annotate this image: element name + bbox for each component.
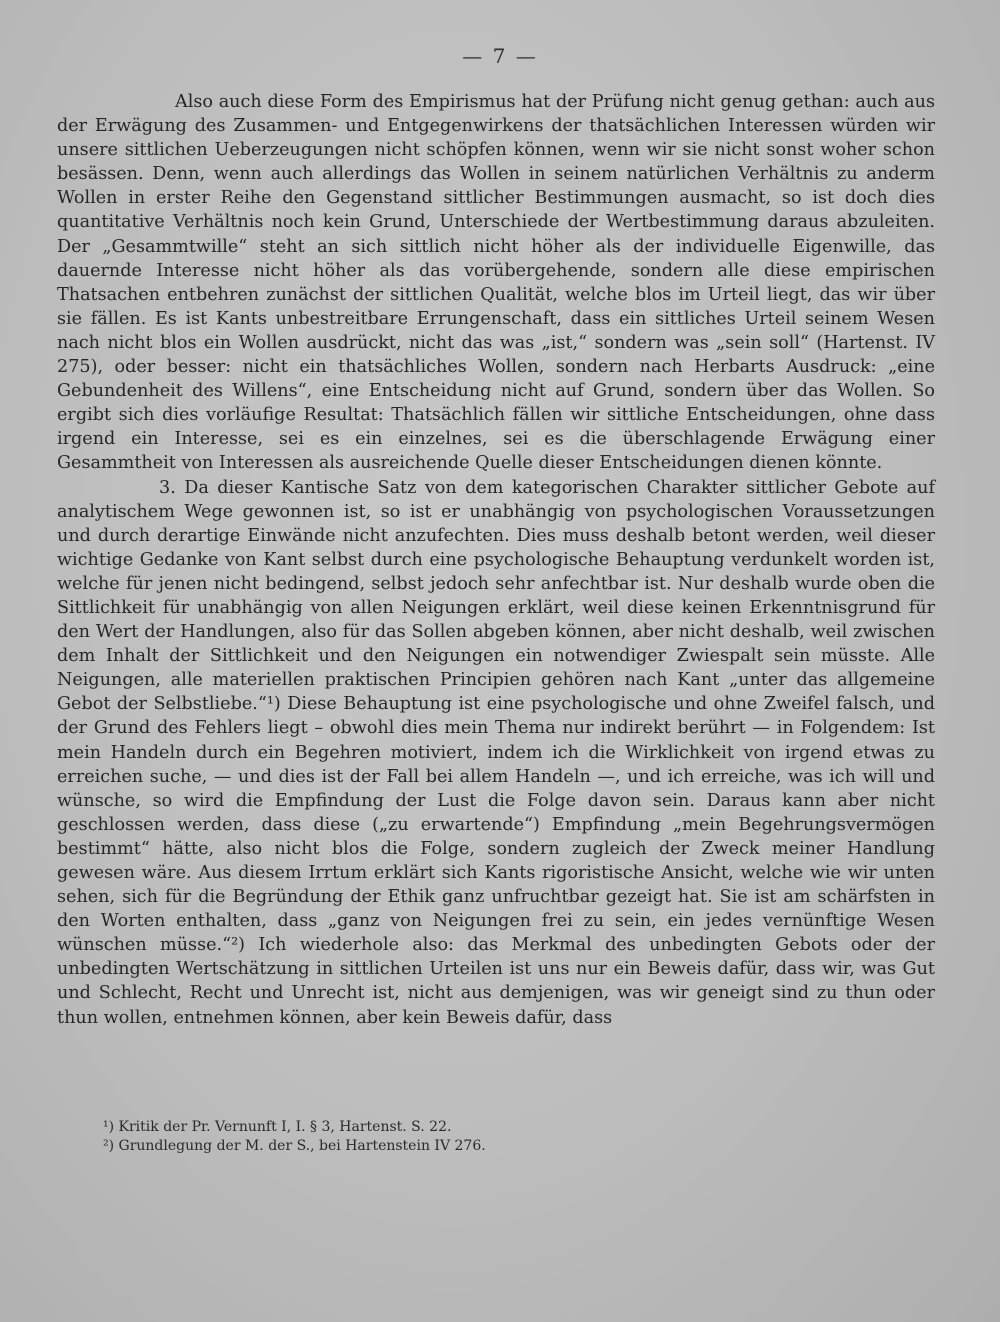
footnote-2: ²) Grundlegung der M. der S., bei Hartenstein IV 276. xyxy=(103,1138,486,1154)
paragraph-2: 3. Da dieser Kantische Satz von dem kategorischen Charakter sittlicher Gebote auf analytischem Wege gewonnen ist, so ist er unabhängig von psychologischen Voraussetzungen und durch derartige Einwände nicht anzufechten. Dies muss deshalb betont werden, weil dieser wichtige Gedanke von Kant selbst durch eine psychologische Behauptung verdunkelt worden ist, welche für jenen nicht bedingend, selbst jedoch sehr anfechtbar ist. Nur deshalb wurde oben die Sittlichkeit für unabhängig von allen Neigungen erklärt, weil diese keinen Erkenntnisgrund für den Wert der Handlungen, also für das Sollen abgeben können, aber nicht deshalb, weil zwischen dem Inhalt der Sittlichkeit und den Neigungen ein notwendiger Zwiespalt sein müsste. Alle Neigungen, alle materiellen praktischen Principien gehören nach Kant „unter das allgemeine Gebot der Selbstliebe.“¹) Diese Behauptung ist eine psychologische und ohne Zweifel falsch, und der Grund des Fehlers liegt – obwohl dies mein Thema nur indirekt berührt — in Folgendem: Ist mein Handeln durch ein Begehren motiviert, indem ich die Wirklichkeit von irgend etwas zu erreichen suche, — und dies ist der Fall bei allem Handeln —, und ich erreiche, was ich will und wünsche, so wird die Empfindung der Lust die Folge davon sein. Daraus kann aber nicht geschlossen werden, dass diese („zu erwartende“) Empfindung „mein Begehrungsvermögen bestimmt“ hätte, also nicht blos die Folge, sondern zugleich der Zweck meiner Handlung gewesen wäre. Aus diesem Irrtum erklärt sich Kants rigoristische Ansicht, welche wie wir unten sehen, sich für die Begründung der Ethik ganz unfruchtbar gezeigt hat. Sie ist am schärfsten in den Worten enthalten, dass „ganz von Neigungen frei zu sein, ein jedes vernünftige Wesen wünschen müsse.“²) Ich wiederhole also: das Merkmal des unbedingten Gebots oder der unbedingten Wertschätzung in sittlichen Urteilen ist uns nur ein Beweis dafür, dass wir, was Gut und Schlecht, Recht und Unrecht ist, nicht aus demjenigen, was wir geneigt sind zu thun oder thun wollen, entnehmen können, aber kein Beweis dafür, dass xyxy=(57,477,935,1028)
paragraph-1: Also auch diese Form des Empirismus hat der Prüfung nicht genug gethan: auch aus der Erwägung des Zusammen- und Entgegenwirkens der thatsächlichen Interessen würden wir unsere sittlichen Ueberzeugungen nicht schöpfen können, wenn wir sie nicht sonst woher schon besässen. Denn, wenn auch allerdings das Wollen in seinem natürlichen Verhältnis zu anderm Wollen in erster Reihe den Gegenstand sittlicher Bestimmungen ausmacht, so ist doch dies quantitative Verhältnis noch kein Grund, Unterschiede der Wertbestimmung daraus abzuleiten. Der „Gesammtwille“ steht an sich sittlich nicht höher als der individuelle Eigenwille, das dauernde Interesse nicht höher als das vorübergehende, sondern alle diese empirischen Thatsachen entbehren zunächst der sittlichen Qualität, welche blos im Urteil liegt, das wir über sie fällen. Es ist Kants unbestreitbare Errungenschaft, dass ein sittliches Urteil seinem Wesen nach nicht blos ein Wollen ausdrückt, nicht das was „ist,“ sondern was „sein soll“ (Hartenst. IV 275), oder besser: nicht ein thatsächliches Wollen, sondern nach Herbarts Ausdruck: „eine Gebundenheit des Willens“, eine Entscheidung nicht auf Grund, sondern über das Wollen. So ergibt sich dies vorläufige Resultat: Thatsächlich fällen wir sittliche Entscheidungen, ohne dass irgend ein Interesse, sei es ein einzelnes, sei es die überschlagende Erwägung einer Gesammtheit von Interessen als ausreichende Quelle dieser Entscheidungen dienen könnte. xyxy=(57,92,935,474)
body-text xyxy=(57,90,935,1030)
page-number: — 7 — xyxy=(462,44,538,68)
footnote-1: ¹) Kritik der Pr. Vernunft I, I. § 3, Hartenst. S. 22. xyxy=(103,1119,452,1135)
footnotes xyxy=(103,1118,803,1156)
